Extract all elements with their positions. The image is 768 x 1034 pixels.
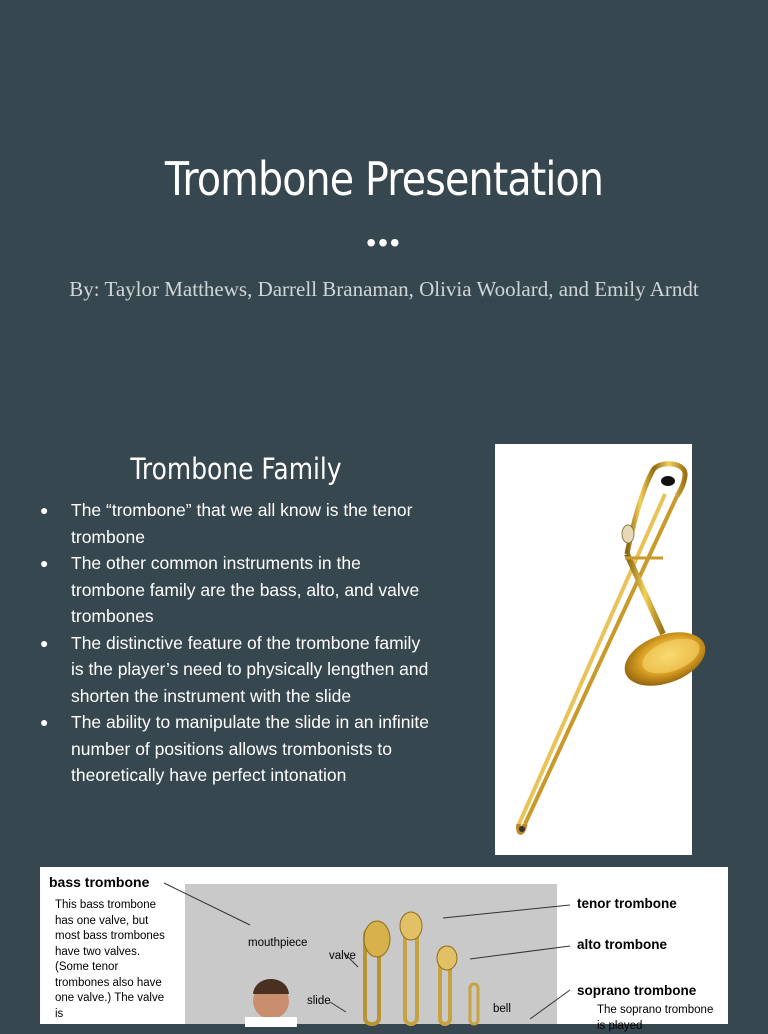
bullet-icon: ●	[40, 502, 49, 518]
presentation-title: Trombone Presentation	[164, 152, 604, 206]
alto-trombone-label: alto trombone	[577, 937, 667, 952]
section-title: Trombone Family	[130, 452, 342, 486]
title-slide	[0, 0, 768, 430]
bullet-text: The ability to manipulate the slide in an infinite number of positions allows trombonists to theoretically have perfect intonation	[71, 712, 429, 785]
bullet-icon: ●	[40, 714, 49, 730]
soprano-trombone-label: soprano trombone	[577, 983, 697, 998]
bell-label: bell	[493, 1003, 511, 1015]
bullet-text: The other common instruments in the trombone family are the bass, alto, and valve trombones	[71, 553, 420, 626]
authors-byline: By: Taylor Matthews, Darrell Branaman, Olivia Woolard, and Emily Arndt	[69, 277, 699, 301]
trombone-photo	[495, 444, 692, 855]
bass-trombone-description: This bass trombone has one valve, but most bass trombones have two valves. (Some tenor trombones also have one valve.) The valve is	[55, 899, 165, 1020]
title-ornament: •••	[366, 227, 402, 258]
tenor-trombone-label: tenor trombone	[577, 896, 677, 911]
list-item	[38, 630, 433, 710]
bullet-list	[38, 497, 433, 789]
mouthpiece-label: mouthpiece	[248, 937, 308, 949]
list-item	[38, 497, 433, 550]
bullet-text: The distinctive feature of the trombone family is the player’s need to physically lengthen and shorten the instrument with the slide	[71, 632, 429, 706]
bullet-icon: ●	[40, 555, 49, 571]
bullet-icon: ●	[40, 634, 49, 651]
bullet-text: The “trombone” that we all know is the tenor trombone	[71, 500, 413, 547]
soprano-trombone-description: The soprano trombone is played	[597, 1004, 714, 1032]
valve-label: valve	[329, 950, 356, 962]
slide-label: slide	[307, 995, 331, 1007]
trombone-types-diagram	[40, 867, 728, 1032]
list-item	[38, 709, 433, 789]
list-item	[38, 550, 433, 630]
bass-trombone-label: bass trombone	[49, 874, 150, 890]
trombone-image	[495, 444, 692, 855]
